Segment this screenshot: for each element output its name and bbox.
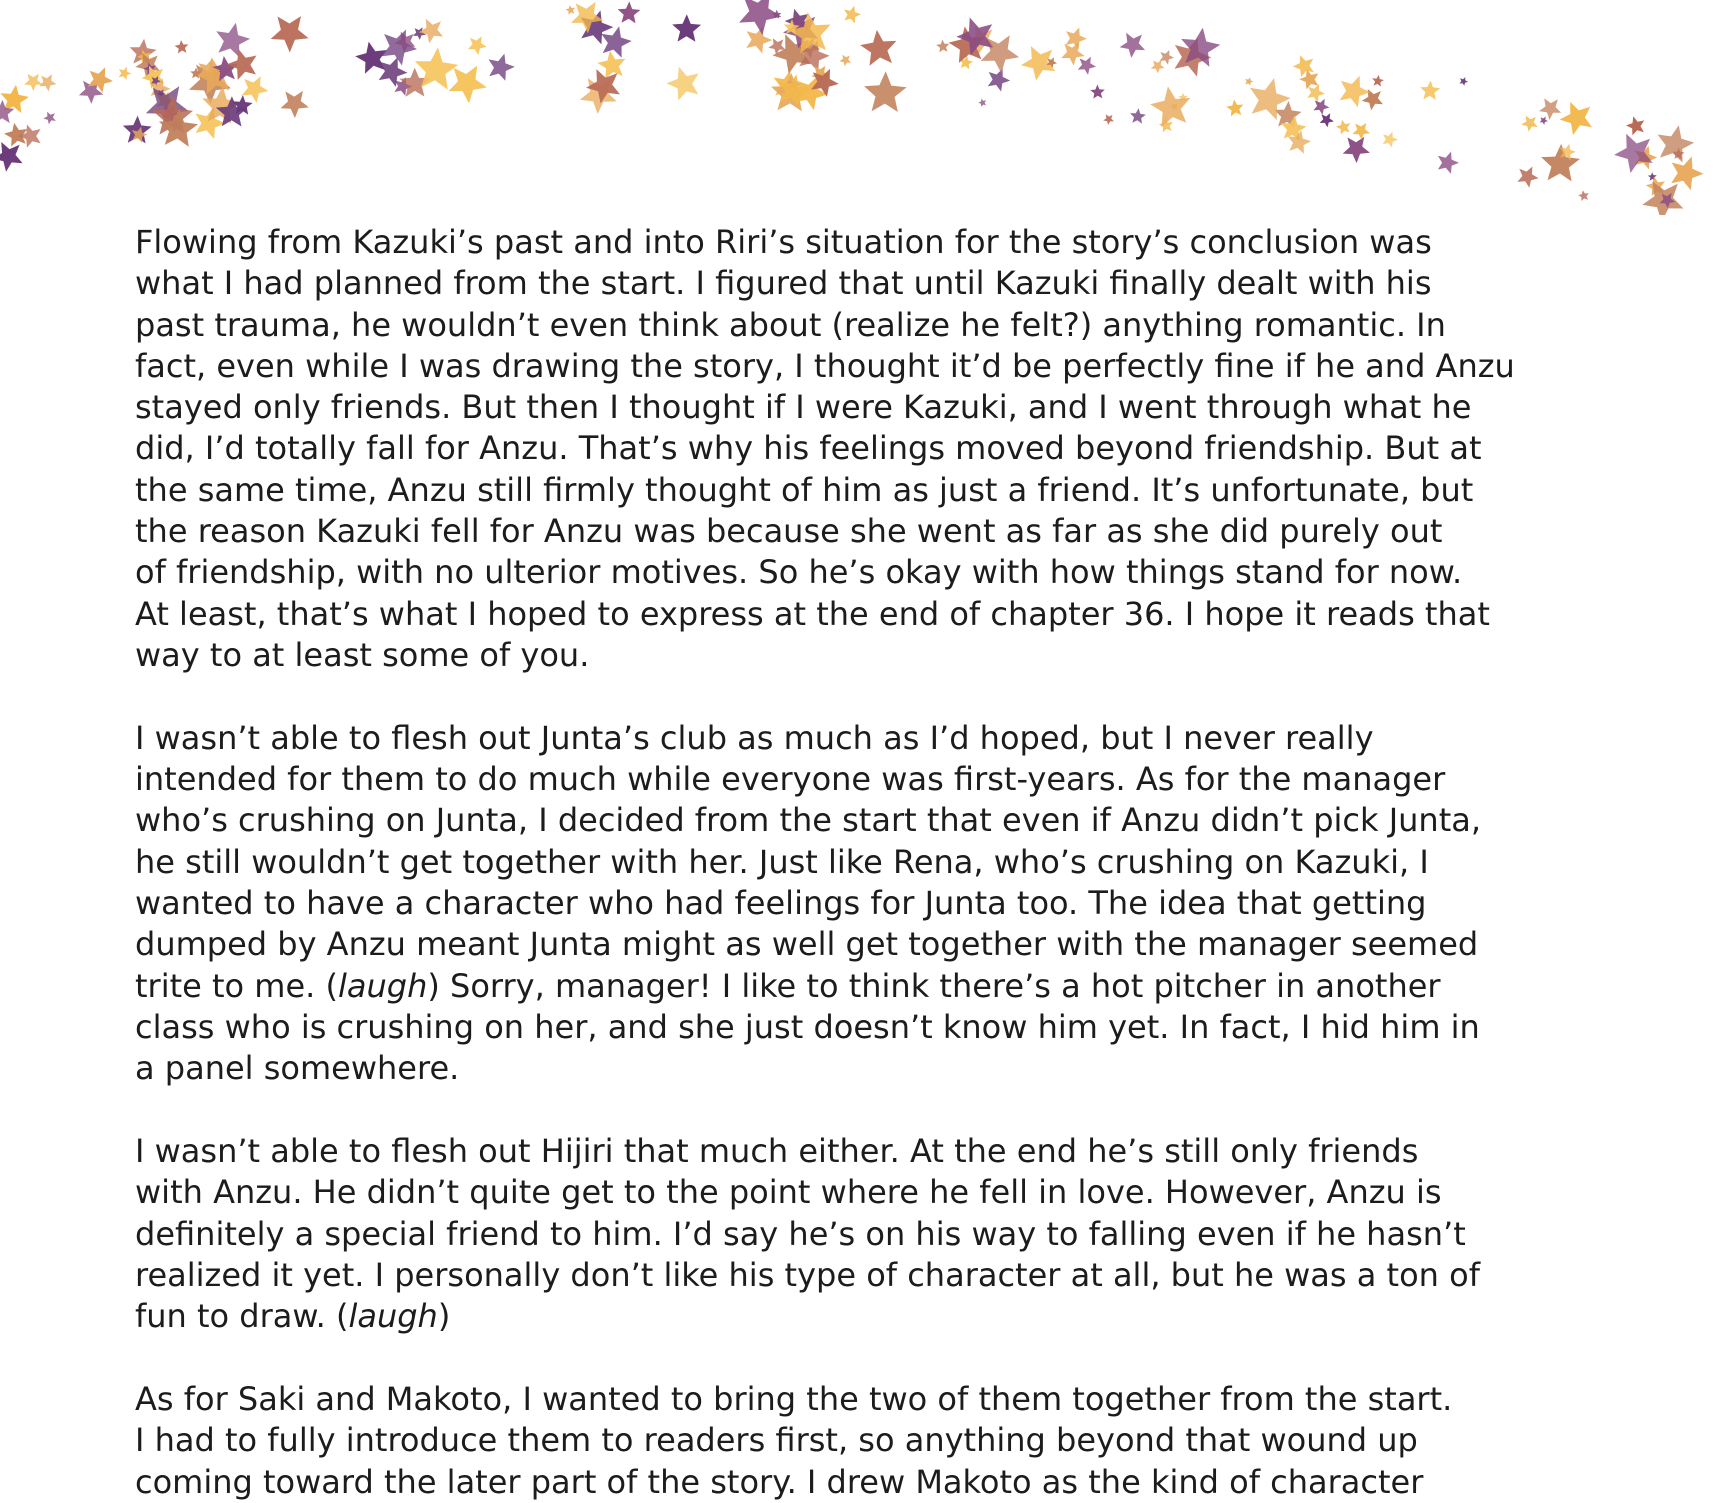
text-line: [135, 222, 1695, 263]
text-segment: realized it yet. I personally don’t like his type of character at all, but he was a ton of: [135, 1255, 1480, 1294]
star-icon: [1560, 102, 1592, 135]
star-icon: [746, 26, 772, 53]
star-icon: [119, 67, 132, 80]
star-icon: [1340, 76, 1371, 108]
text-line: [135, 1131, 1695, 1172]
star-icon: [601, 26, 632, 57]
text-segment: trite to me. (: [135, 966, 338, 1005]
star-icon: [1438, 152, 1459, 174]
text-segment: with Anzu. He didn’t quite get to the point where he fell in love. However, Anzu is: [135, 1173, 1442, 1212]
star-icon: [1336, 120, 1351, 135]
star-icon: [1539, 98, 1561, 120]
star-icon: [1517, 167, 1538, 188]
star-icon: [978, 99, 986, 107]
text-segment: what I had planned from the start. I figured that until Kazuki finally dealt with his: [135, 264, 1432, 303]
text-segment: way to at least some of you.: [135, 635, 590, 674]
italic-text: laugh: [348, 1297, 438, 1336]
star-icon: [988, 69, 1010, 92]
star-icon: [1151, 60, 1165, 73]
text-line: [135, 924, 1695, 965]
text-line: [135, 428, 1695, 469]
star-icon: [1383, 132, 1398, 148]
star-icon: [666, 67, 698, 101]
star-icon: [123, 116, 152, 144]
text-segment: a panel somewhere.: [135, 1049, 460, 1088]
text-line: [135, 842, 1695, 883]
star-icon: [1541, 144, 1580, 182]
star-icon: [864, 71, 907, 112]
text-line: [135, 594, 1695, 635]
star-icon: [1540, 117, 1548, 125]
text-segment: fun to draw. (: [135, 1297, 349, 1336]
star-icon: [839, 55, 851, 67]
star-icon: [242, 76, 269, 103]
star-icon: [419, 19, 444, 44]
star-icon: [489, 54, 515, 81]
paragraph: [135, 222, 1695, 676]
stars-banner: [0, 0, 1725, 215]
text-line: [135, 718, 1695, 759]
text-line: [135, 263, 1695, 304]
star-icon: [1307, 84, 1325, 102]
star-icon: [936, 40, 949, 53]
star-icon: [1320, 113, 1334, 127]
star-icon: [739, 0, 781, 35]
text-segment: Flowing from Kazuki’s past and into Riri’s situation for the story’s conclusion was: [135, 223, 1432, 261]
text-segment: intended for them to do much while everyone was first-years. As for the manager: [135, 760, 1446, 799]
text-line: [135, 1255, 1695, 1296]
star-icon: [1245, 77, 1253, 86]
text-segment: I had to fully introduce them to readers first, so anything beyond that wound up: [135, 1421, 1418, 1460]
text-line: [135, 1379, 1695, 1420]
star-icon: [24, 74, 42, 91]
star-icon: [0, 142, 23, 172]
text-line: [135, 470, 1695, 511]
text-segment: of friendship, with no ulterior motives. So he’s okay with how things stand for now.: [135, 553, 1463, 592]
text-line: [135, 1007, 1695, 1048]
text-line: [135, 635, 1695, 676]
text-segment: dumped by Anzu meant Junta might as well get together with the manager seemed: [135, 925, 1479, 964]
star-icon: [39, 74, 56, 91]
paragraph: [135, 1131, 1695, 1337]
text-line: [135, 552, 1695, 593]
text-segment: definitely a special friend to him. I’d say he’s on his way to falling even if he hasn’t: [135, 1214, 1466, 1253]
text-segment: class who is crushing on her, and she just doesn’t know him yet. In fact, I hid him in: [135, 1007, 1480, 1046]
paragraph-gap: [135, 1337, 1695, 1379]
text-line: [135, 1172, 1695, 1213]
text-line: [135, 1420, 1695, 1461]
text-segment: the same time, Anzu still firmly thought of him as just a friend. It’s unfortunate, but: [135, 470, 1474, 509]
text-line: [135, 1462, 1695, 1503]
star-icon: [1090, 85, 1105, 99]
star-icon: [1226, 99, 1243, 116]
text-segment: coming toward the later part of the story. I drew Makoto as the kind of character: [135, 1462, 1424, 1501]
star-icon: [1120, 33, 1146, 58]
text-segment: he still wouldn’t get together with her. Just like Rena, who’s crushing on Kazuki, I: [135, 842, 1429, 881]
star-icon: [566, 5, 576, 15]
star-icon: [1293, 55, 1314, 77]
star-icon: [448, 66, 487, 104]
paragraph-gap: [135, 676, 1695, 718]
text-line: [135, 305, 1695, 346]
text-segment: fact, even while I was drawing the story, I thought it’d be perfectly fine if he and Anzu: [135, 346, 1515, 385]
text-segment: wanted to have a character who had feelings for Junta too. The idea that getting: [135, 883, 1427, 922]
star-icon: [355, 42, 387, 74]
star-icon: [1160, 50, 1175, 65]
text-line: [135, 759, 1695, 800]
italic-text: laugh: [337, 966, 428, 1005]
star-icon: [1521, 116, 1537, 132]
star-icon: [672, 14, 701, 42]
star-icon: [19, 125, 41, 148]
text-segment: who’s crushing on Junta, I decided from the start that even if Anzu didn’t pick Junta,: [135, 801, 1482, 840]
text-segment: past trauma, he wouldn’t even think about (realize he felt?) anything romantic. In: [135, 305, 1446, 344]
star-icon: [1578, 190, 1589, 201]
afterword-text: [135, 222, 1695, 1503]
star-icon: [1078, 57, 1096, 75]
star-icon: [1420, 81, 1440, 100]
star-icon: [1343, 137, 1370, 163]
text-line: [135, 346, 1695, 387]
star-icon: [175, 40, 189, 53]
star-icon: [1150, 86, 1190, 126]
text-segment: I wasn’t able to flesh out Hijiri that much either. At the end he’s still only friends: [135, 1131, 1419, 1170]
text-segment: ): [437, 1297, 451, 1336]
star-icon: [468, 36, 487, 55]
star-icon: [844, 6, 861, 24]
star-icon: [1103, 114, 1114, 125]
star-icon: [1313, 99, 1329, 115]
star-icon: [271, 16, 309, 52]
text-segment: stayed only friends. But then I thought if I were Kazuki, and I went through what he: [135, 388, 1472, 427]
text-line: [135, 387, 1695, 428]
star-icon: [1626, 116, 1644, 135]
text-segment: did, I’d totally fall for Anzu. That’s why his feelings moved beyond friendship. But at: [135, 429, 1482, 468]
text-segment: the reason Kazuki fell for Anzu was because she went as far as she did purely out: [135, 512, 1443, 551]
text-line: [135, 511, 1695, 552]
paragraph-gap: [135, 1089, 1695, 1131]
star-icon: [216, 23, 250, 58]
text-line: [135, 800, 1695, 841]
star-icon: [43, 112, 55, 124]
star-icon: [281, 91, 309, 118]
text-line: [135, 1048, 1695, 1089]
text-segment: ) Sorry, manager! I like to think there’s a hot pitcher in another: [427, 966, 1441, 1005]
text-segment: As for Saki and Makoto, I wanted to bring the two of them together from the start.: [135, 1379, 1453, 1418]
text-line: [135, 1296, 1695, 1337]
text-line: [135, 966, 1695, 1007]
star-icon: [1353, 123, 1371, 140]
star-icon: [860, 30, 896, 66]
star-icon: [1460, 77, 1469, 86]
text-segment: I wasn’t able to flesh out Junta’s club as much as I’d hoped, but I never really: [135, 718, 1374, 757]
star-icon: [618, 1, 641, 23]
star-icon: [1372, 75, 1384, 87]
text-line: [135, 883, 1695, 924]
paragraph: [135, 1379, 1695, 1503]
star-icon: [1130, 108, 1146, 124]
text-segment: At least, that’s what I hoped to express at the end of chapter 36. I hope it reads that: [135, 594, 1490, 633]
text-line: [135, 1214, 1695, 1255]
paragraph: [135, 718, 1695, 1090]
